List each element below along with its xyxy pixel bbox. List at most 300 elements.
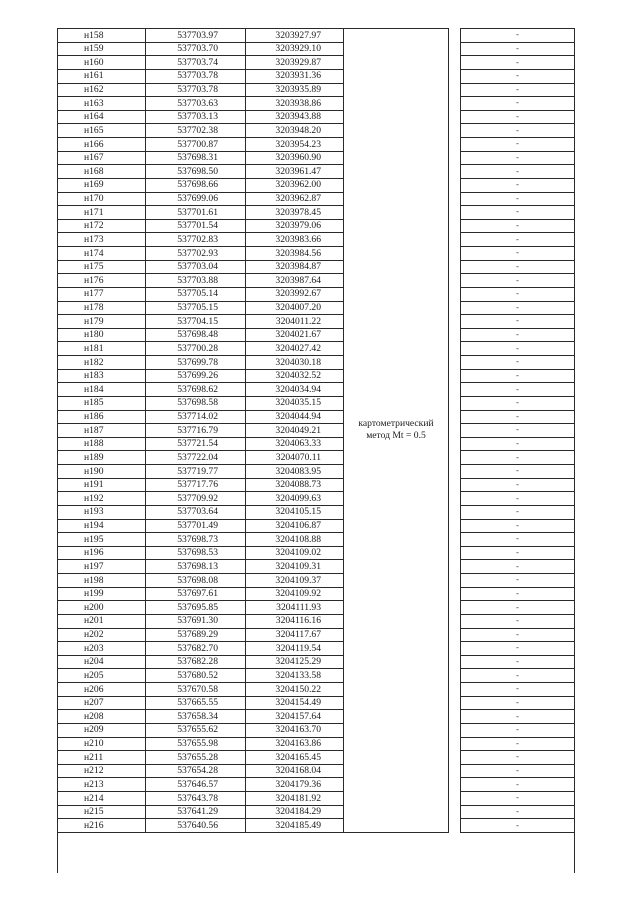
x-coordinate-cell: 537721.54	[146, 437, 246, 451]
table-row	[58, 614, 575, 628]
point-id-cell: н207	[58, 696, 146, 710]
y-coordinate-cell: 3203983.66	[246, 233, 344, 247]
y-coordinate-cell: 3203961.47	[246, 165, 344, 179]
y-coordinate-cell: 3204165.45	[246, 751, 344, 765]
table-row	[58, 233, 575, 247]
point-id-cell: н202	[58, 628, 146, 642]
table-row	[58, 301, 575, 315]
method-label-line1: картометрический	[358, 418, 434, 430]
y-coordinate-cell: 3203943.88	[246, 110, 344, 124]
point-id-cell: н204	[58, 655, 146, 669]
table-row	[58, 356, 575, 370]
accuracy-cell: -	[461, 69, 575, 83]
point-id-cell: н178	[58, 301, 146, 315]
point-id-cell: н164	[58, 110, 146, 124]
y-coordinate-cell: 3204116.16	[246, 614, 344, 628]
point-id-cell: н181	[58, 342, 146, 356]
x-coordinate-cell: 537702.93	[146, 247, 246, 261]
accuracy-cell: -	[461, 219, 575, 233]
x-coordinate-cell: 537701.49	[146, 519, 246, 533]
accuracy-cell: -	[461, 383, 575, 397]
point-id-cell: н173	[58, 233, 146, 247]
table-row	[58, 451, 575, 465]
y-coordinate-cell: 3203954.23	[246, 138, 344, 152]
point-id-cell: н186	[58, 410, 146, 424]
x-coordinate-cell: 537658.34	[146, 710, 246, 724]
y-coordinate-cell: 3204185.49	[246, 819, 344, 833]
point-id-cell: н159	[58, 42, 146, 56]
x-coordinate-cell: 537698.73	[146, 533, 246, 547]
point-id-cell: н215	[58, 805, 146, 819]
table-row	[58, 383, 575, 397]
point-id-cell: н176	[58, 274, 146, 288]
accuracy-cell: -	[461, 805, 575, 819]
table-row	[58, 819, 575, 833]
accuracy-cell: -	[461, 683, 575, 697]
x-coordinate-cell: 537704.15	[146, 315, 246, 329]
table-row	[58, 97, 575, 111]
x-coordinate-cell: 537698.62	[146, 383, 246, 397]
y-coordinate-cell: 3204109.31	[246, 560, 344, 574]
table-row	[58, 805, 575, 819]
y-coordinate-cell: 3204133.58	[246, 669, 344, 683]
accuracy-cell: -	[461, 206, 575, 220]
point-id-cell: н208	[58, 710, 146, 724]
accuracy-cell: -	[461, 587, 575, 601]
point-id-cell: н174	[58, 247, 146, 261]
point-id-cell: н195	[58, 533, 146, 547]
x-coordinate-cell: 537719.77	[146, 465, 246, 479]
x-coordinate-cell: 537689.29	[146, 628, 246, 642]
y-coordinate-cell: 3204044.94	[246, 410, 344, 424]
accuracy-cell: -	[461, 519, 575, 533]
point-id-cell: н170	[58, 192, 146, 206]
table-row	[58, 792, 575, 806]
accuracy-cell: -	[461, 178, 575, 192]
y-coordinate-cell: 3203992.67	[246, 287, 344, 301]
y-coordinate-cell: 3204106.87	[246, 519, 344, 533]
table-row	[58, 151, 575, 165]
point-id-cell: н175	[58, 260, 146, 274]
y-coordinate-cell: 3204035.15	[246, 396, 344, 410]
y-coordinate-cell: 3203962.87	[246, 192, 344, 206]
y-coordinate-cell: 3204111.93	[246, 601, 344, 615]
table-row	[58, 533, 575, 547]
y-coordinate-cell: 3204070.11	[246, 451, 344, 465]
point-id-cell: н211	[58, 751, 146, 765]
x-coordinate-cell: 537641.29	[146, 805, 246, 819]
y-coordinate-cell: 3203938.86	[246, 97, 344, 111]
y-coordinate-cell: 3204108.88	[246, 533, 344, 547]
table-row	[58, 56, 575, 70]
point-id-cell: н200	[58, 601, 146, 615]
accuracy-cell: -	[461, 669, 575, 683]
x-coordinate-cell: 537680.52	[146, 669, 246, 683]
accuracy-cell: -	[461, 492, 575, 506]
point-id-cell: н183	[58, 369, 146, 383]
table-row	[58, 642, 575, 656]
x-coordinate-cell: 537703.88	[146, 274, 246, 288]
x-coordinate-cell: 537703.78	[146, 69, 246, 83]
x-coordinate-cell: 537643.78	[146, 792, 246, 806]
accuracy-cell: -	[461, 628, 575, 642]
accuracy-cell: -	[461, 233, 575, 247]
accuracy-cell: -	[461, 356, 575, 370]
y-coordinate-cell: 3203978.45	[246, 206, 344, 220]
y-coordinate-cell: 3204099.63	[246, 492, 344, 506]
y-coordinate-cell: 3204032.52	[246, 369, 344, 383]
point-id-cell: н196	[58, 546, 146, 560]
y-coordinate-cell: 3204163.70	[246, 723, 344, 737]
table-row	[58, 219, 575, 233]
x-coordinate-cell: 537700.28	[146, 342, 246, 356]
y-coordinate-cell: 3204119.54	[246, 642, 344, 656]
x-coordinate-cell: 537700.87	[146, 138, 246, 152]
table-row	[58, 396, 575, 410]
x-coordinate-cell: 537705.15	[146, 301, 246, 315]
table-row	[58, 778, 575, 792]
accuracy-cell: -	[461, 151, 575, 165]
y-coordinate-cell: 3203960.90	[246, 151, 344, 165]
table-row	[58, 342, 575, 356]
table-row	[58, 287, 575, 301]
accuracy-cell: -	[461, 42, 575, 56]
x-coordinate-cell: 537655.28	[146, 751, 246, 765]
accuracy-cell: -	[461, 451, 575, 465]
point-id-cell: н166	[58, 138, 146, 152]
table-right-border	[574, 28, 575, 873]
x-coordinate-cell: 537655.98	[146, 737, 246, 751]
table-row	[58, 69, 575, 83]
x-coordinate-cell: 537654.28	[146, 764, 246, 778]
accuracy-cell: -	[461, 56, 575, 70]
point-id-cell: н177	[58, 287, 146, 301]
x-coordinate-cell: 537695.85	[146, 601, 246, 615]
accuracy-cell: -	[461, 560, 575, 574]
table-row	[58, 165, 575, 179]
x-coordinate-cell: 537703.04	[146, 260, 246, 274]
point-id-cell: н167	[58, 151, 146, 165]
x-coordinate-cell: 537646.57	[146, 778, 246, 792]
accuracy-cell: -	[461, 97, 575, 111]
y-coordinate-cell: 3204007.20	[246, 301, 344, 315]
x-coordinate-cell: 537699.78	[146, 356, 246, 370]
accuracy-cell: -	[461, 328, 575, 342]
point-id-cell: н191	[58, 478, 146, 492]
table-row	[58, 124, 575, 138]
table-row	[58, 138, 575, 152]
table-row	[58, 260, 575, 274]
y-coordinate-cell: 3204184.29	[246, 805, 344, 819]
table-row	[58, 628, 575, 642]
y-coordinate-cell: 3204163.86	[246, 737, 344, 751]
y-coordinate-cell: 3203927.97	[246, 29, 344, 43]
table-row	[58, 465, 575, 479]
y-coordinate-cell: 3204181.92	[246, 792, 344, 806]
accuracy-cell: -	[461, 301, 575, 315]
y-coordinate-cell: 3204030.18	[246, 356, 344, 370]
point-id-cell: н160	[58, 56, 146, 70]
table-row	[58, 437, 575, 451]
table-row	[58, 710, 575, 724]
y-coordinate-cell: 3204105.15	[246, 505, 344, 519]
point-id-cell: н209	[58, 723, 146, 737]
y-coordinate-cell: 3203984.87	[246, 260, 344, 274]
y-coordinate-cell: 3203984.56	[246, 247, 344, 261]
point-id-cell: н179	[58, 315, 146, 329]
y-coordinate-cell: 3204088.73	[246, 478, 344, 492]
table-row	[58, 546, 575, 560]
x-coordinate-cell: 537703.97	[146, 29, 246, 43]
y-coordinate-cell: 3204034.94	[246, 383, 344, 397]
accuracy-cell: -	[461, 260, 575, 274]
point-id-cell: н193	[58, 505, 146, 519]
accuracy-cell: -	[461, 655, 575, 669]
accuracy-cell: -	[461, 710, 575, 724]
point-id-cell: н185	[58, 396, 146, 410]
accuracy-cell: -	[461, 764, 575, 778]
table-row	[58, 110, 575, 124]
accuracy-cell: -	[461, 83, 575, 97]
accuracy-cell: -	[461, 410, 575, 424]
table-row	[58, 764, 575, 778]
x-coordinate-cell: 537714.02	[146, 410, 246, 424]
point-id-cell: н168	[58, 165, 146, 179]
x-coordinate-cell: 537702.38	[146, 124, 246, 138]
point-id-cell: н165	[58, 124, 146, 138]
table-row	[58, 42, 575, 56]
point-id-cell: н216	[58, 819, 146, 833]
x-coordinate-cell: 537703.63	[146, 97, 246, 111]
table-body	[58, 29, 575, 833]
point-id-cell: н213	[58, 778, 146, 792]
point-id-cell: н190	[58, 465, 146, 479]
method-cell	[344, 29, 449, 833]
accuracy-cell: -	[461, 369, 575, 383]
accuracy-cell: -	[461, 723, 575, 737]
y-coordinate-cell: 3204011.22	[246, 315, 344, 329]
x-coordinate-cell: 537705.14	[146, 287, 246, 301]
point-id-cell: н198	[58, 574, 146, 588]
accuracy-cell: -	[461, 138, 575, 152]
x-coordinate-cell: 537701.54	[146, 219, 246, 233]
x-coordinate-cell: 537699.06	[146, 192, 246, 206]
point-id-cell: н169	[58, 178, 146, 192]
table-left-border	[57, 28, 58, 873]
accuracy-cell: -	[461, 505, 575, 519]
y-coordinate-cell: 3204109.37	[246, 574, 344, 588]
x-coordinate-cell: 537682.70	[146, 642, 246, 656]
x-coordinate-cell: 537691.30	[146, 614, 246, 628]
accuracy-cell: -	[461, 247, 575, 261]
x-coordinate-cell: 537703.13	[146, 110, 246, 124]
y-coordinate-cell: 3204021.67	[246, 328, 344, 342]
x-coordinate-cell: 537698.13	[146, 560, 246, 574]
table-row	[58, 751, 575, 765]
accuracy-cell: -	[461, 792, 575, 806]
x-coordinate-cell: 537703.64	[146, 505, 246, 519]
table-row	[58, 574, 575, 588]
x-coordinate-cell: 537665.55	[146, 696, 246, 710]
point-id-cell: н188	[58, 437, 146, 451]
accuracy-cell: -	[461, 437, 575, 451]
accuracy-cell: -	[461, 192, 575, 206]
table-row	[58, 478, 575, 492]
x-coordinate-cell: 537701.61	[146, 206, 246, 220]
point-id-cell: н203	[58, 642, 146, 656]
table-row	[58, 505, 575, 519]
point-id-cell: н184	[58, 383, 146, 397]
accuracy-cell: -	[461, 315, 575, 329]
table-row	[58, 655, 575, 669]
table-row	[58, 178, 575, 192]
table-row	[58, 424, 575, 438]
table-row	[58, 206, 575, 220]
table-row	[58, 315, 575, 329]
table-row	[58, 669, 575, 683]
accuracy-cell: -	[461, 110, 575, 124]
y-coordinate-cell: 3203948.20	[246, 124, 344, 138]
spacer-column	[449, 29, 461, 833]
table-row	[58, 83, 575, 97]
y-coordinate-cell: 3203935.89	[246, 83, 344, 97]
accuracy-cell: -	[461, 274, 575, 288]
table-row	[58, 696, 575, 710]
y-coordinate-cell: 3204125.29	[246, 655, 344, 669]
accuracy-cell: -	[461, 533, 575, 547]
y-coordinate-cell: 3203987.64	[246, 274, 344, 288]
accuracy-cell: -	[461, 465, 575, 479]
table-row	[58, 560, 575, 574]
y-coordinate-cell: 3204179.36	[246, 778, 344, 792]
y-coordinate-cell: 3204109.92	[246, 587, 344, 601]
y-coordinate-cell: 3204117.67	[246, 628, 344, 642]
accuracy-cell: -	[461, 396, 575, 410]
table-row	[58, 247, 575, 261]
point-id-cell: н163	[58, 97, 146, 111]
point-id-cell: н206	[58, 683, 146, 697]
table-row	[58, 683, 575, 697]
x-coordinate-cell: 537655.62	[146, 723, 246, 737]
table-row	[58, 723, 575, 737]
table-row	[58, 192, 575, 206]
x-coordinate-cell: 537682.28	[146, 655, 246, 669]
accuracy-cell: -	[461, 287, 575, 301]
table-row	[58, 328, 575, 342]
y-coordinate-cell: 3203929.10	[246, 42, 344, 56]
accuracy-cell: -	[461, 642, 575, 656]
point-id-cell: н205	[58, 669, 146, 683]
x-coordinate-cell: 537697.61	[146, 587, 246, 601]
accuracy-cell: -	[461, 601, 575, 615]
accuracy-cell: -	[461, 696, 575, 710]
y-coordinate-cell: 3204109.02	[246, 546, 344, 560]
x-coordinate-cell: 537703.74	[146, 56, 246, 70]
x-coordinate-cell: 537698.48	[146, 328, 246, 342]
table-row	[58, 587, 575, 601]
accuracy-cell: -	[461, 751, 575, 765]
accuracy-cell: -	[461, 614, 575, 628]
table-row	[58, 410, 575, 424]
accuracy-cell: -	[461, 778, 575, 792]
accuracy-cell: -	[461, 165, 575, 179]
y-coordinate-cell: 3204168.04	[246, 764, 344, 778]
table-row	[58, 737, 575, 751]
point-id-cell: н182	[58, 356, 146, 370]
y-coordinate-cell: 3204049.21	[246, 424, 344, 438]
method-label-line2: метод Mt = 0.5	[366, 430, 426, 442]
y-coordinate-cell: 3204083.95	[246, 465, 344, 479]
x-coordinate-cell: 537716.79	[146, 424, 246, 438]
x-coordinate-cell: 537698.08	[146, 574, 246, 588]
table-row	[58, 29, 575, 43]
table-row	[58, 519, 575, 533]
point-id-cell: н158	[58, 29, 146, 43]
x-coordinate-cell: 537698.53	[146, 546, 246, 560]
y-coordinate-cell: 3203931.36	[246, 69, 344, 83]
y-coordinate-cell: 3203929.87	[246, 56, 344, 70]
point-id-cell: н189	[58, 451, 146, 465]
accuracy-cell: -	[461, 737, 575, 751]
point-id-cell: н171	[58, 206, 146, 220]
point-id-cell: н194	[58, 519, 146, 533]
x-coordinate-cell: 537702.83	[146, 233, 246, 247]
y-coordinate-cell: 3203962.00	[246, 178, 344, 192]
accuracy-cell: -	[461, 424, 575, 438]
point-id-cell: н187	[58, 424, 146, 438]
x-coordinate-cell: 537703.70	[146, 42, 246, 56]
accuracy-cell: -	[461, 819, 575, 833]
x-coordinate-cell: 537640.56	[146, 819, 246, 833]
accuracy-cell: -	[461, 574, 575, 588]
accuracy-cell: -	[461, 546, 575, 560]
y-coordinate-cell: 3203979.06	[246, 219, 344, 233]
x-coordinate-cell: 537698.31	[146, 151, 246, 165]
x-coordinate-cell: 537717.76	[146, 478, 246, 492]
point-id-cell: н192	[58, 492, 146, 506]
y-coordinate-cell: 3204027.42	[246, 342, 344, 356]
point-id-cell: н210	[58, 737, 146, 751]
x-coordinate-cell: 537698.50	[146, 165, 246, 179]
accuracy-cell: -	[461, 29, 575, 43]
x-coordinate-cell: 537709.92	[146, 492, 246, 506]
point-id-cell: н199	[58, 587, 146, 601]
point-id-cell: н212	[58, 764, 146, 778]
point-id-cell: н172	[58, 219, 146, 233]
point-id-cell: н197	[58, 560, 146, 574]
accuracy-cell: -	[461, 342, 575, 356]
x-coordinate-cell: 537670.58	[146, 683, 246, 697]
x-coordinate-cell: 537703.78	[146, 83, 246, 97]
point-id-cell: н180	[58, 328, 146, 342]
y-coordinate-cell: 3204150.22	[246, 683, 344, 697]
table-row	[58, 492, 575, 506]
point-id-cell: н214	[58, 792, 146, 806]
accuracy-cell: -	[461, 124, 575, 138]
x-coordinate-cell: 537699.26	[146, 369, 246, 383]
x-coordinate-cell: 537698.58	[146, 396, 246, 410]
accuracy-cell: -	[461, 478, 575, 492]
point-id-cell: н161	[58, 69, 146, 83]
y-coordinate-cell: 3204154.49	[246, 696, 344, 710]
table-row	[58, 601, 575, 615]
point-id-cell: н162	[58, 83, 146, 97]
coordinates-table	[57, 28, 575, 833]
x-coordinate-cell: 537698.66	[146, 178, 246, 192]
table-row	[58, 274, 575, 288]
y-coordinate-cell: 3204063.33	[246, 437, 344, 451]
table-row	[58, 369, 575, 383]
